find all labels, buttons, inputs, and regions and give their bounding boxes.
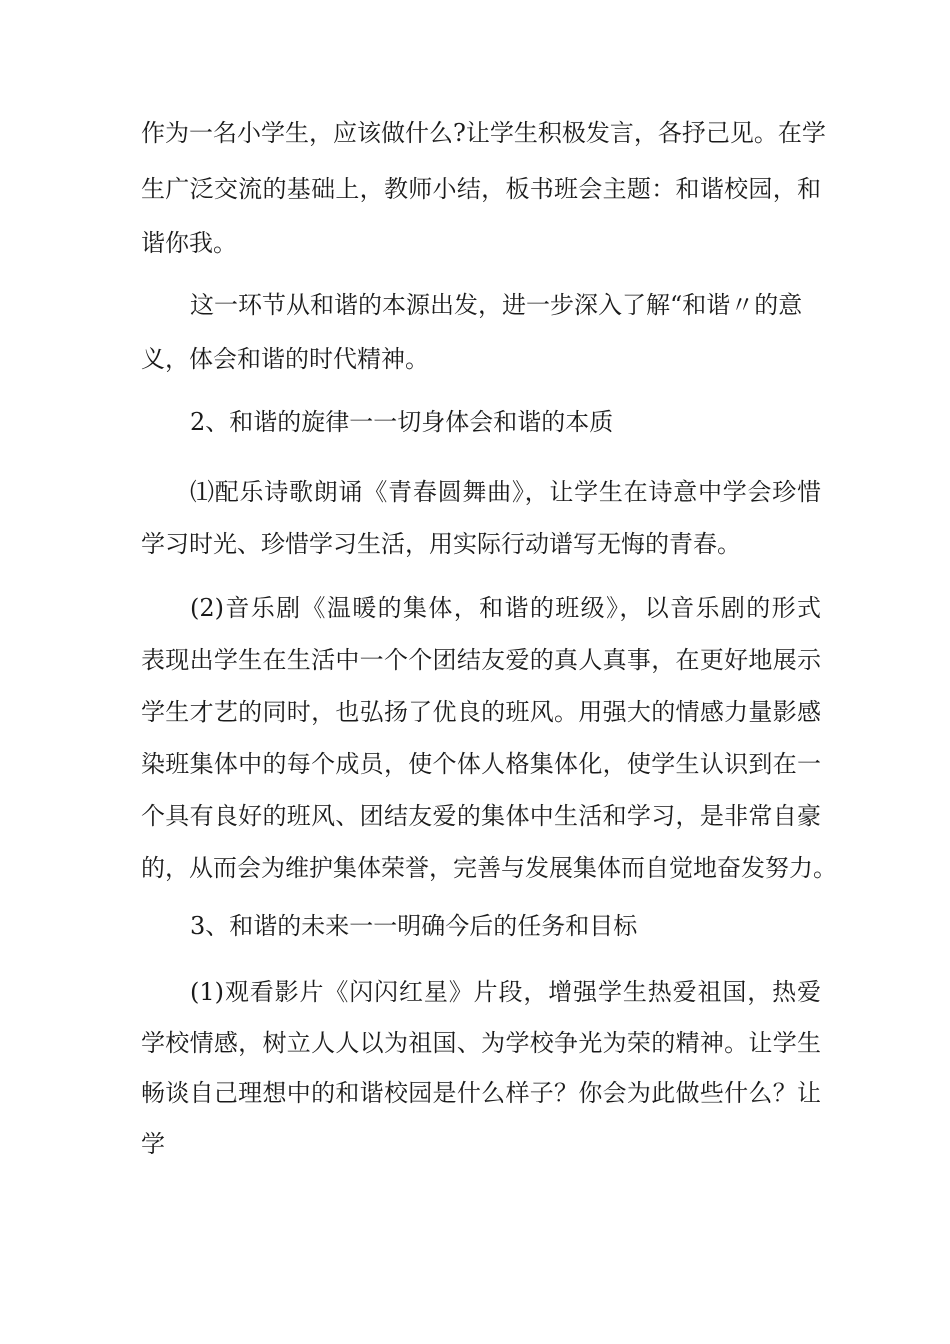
section-heading: 2、和谐的旋律一一切身体会和谐的本质 <box>190 408 614 436</box>
text-line: 学 <box>141 1130 165 1158</box>
text-line: 个具有良好的班风、团结友爱的集体中生活和学习，是非常自豪 <box>141 802 821 830</box>
text-line: 畅谈自己理想中的和谐校园是什么样子？你会为此做些什么？让 <box>141 1079 821 1107</box>
text-line: 作为一名小学生，应该做什么?让学生积极发言，各抒己见。在学 <box>141 119 826 147</box>
text-line: (1)观看影片《闪闪红星》片段，增强学生热爱祖国，热爱 <box>190 978 821 1006</box>
text-line: 生广泛交流的基础上，教师小结，板书班会主题：和谐校园，和 <box>141 175 821 203</box>
text-line: 学习时光、珍惜学习生活，用实际行动谱写无悔的青春。 <box>141 530 741 558</box>
text-line: ⑴配乐诗歌朗诵《青春圆舞曲》，让学生在诗意中学会珍惜 <box>190 478 821 506</box>
text-line: 染班集体中的每个成员，使个体人格集体化，使学生认识到在一 <box>141 750 821 778</box>
text-line: 学校情感，树立人人以为祖国、为学校争光为荣的精神。让学生 <box>141 1029 821 1057</box>
text-line: 谐你我。 <box>141 229 237 257</box>
text-line: 这一环节从和谐的本源出发，进一步深入了解“和谐〃的意 <box>190 291 803 319</box>
text-line: 学生才艺的同时，也弘扬了优良的班风。用强大的情感力量影感 <box>141 698 821 726</box>
section-heading: 3、和谐的未来一一明确今后的任务和目标 <box>190 912 638 940</box>
text-line: 的，从而会为维护集体荣誉，完善与发展集体而自觉地奋发努力。 <box>141 854 837 882</box>
text-line: 表现出学生在生活中一个个团结友爱的真人真事，在更好地展示 <box>141 646 821 674</box>
text-line: (2)音乐剧《温暖的集体，和谐的班级》，以音乐剧的形式 <box>190 594 821 622</box>
text-line: 义，体会和谐的时代精神。 <box>141 345 429 373</box>
